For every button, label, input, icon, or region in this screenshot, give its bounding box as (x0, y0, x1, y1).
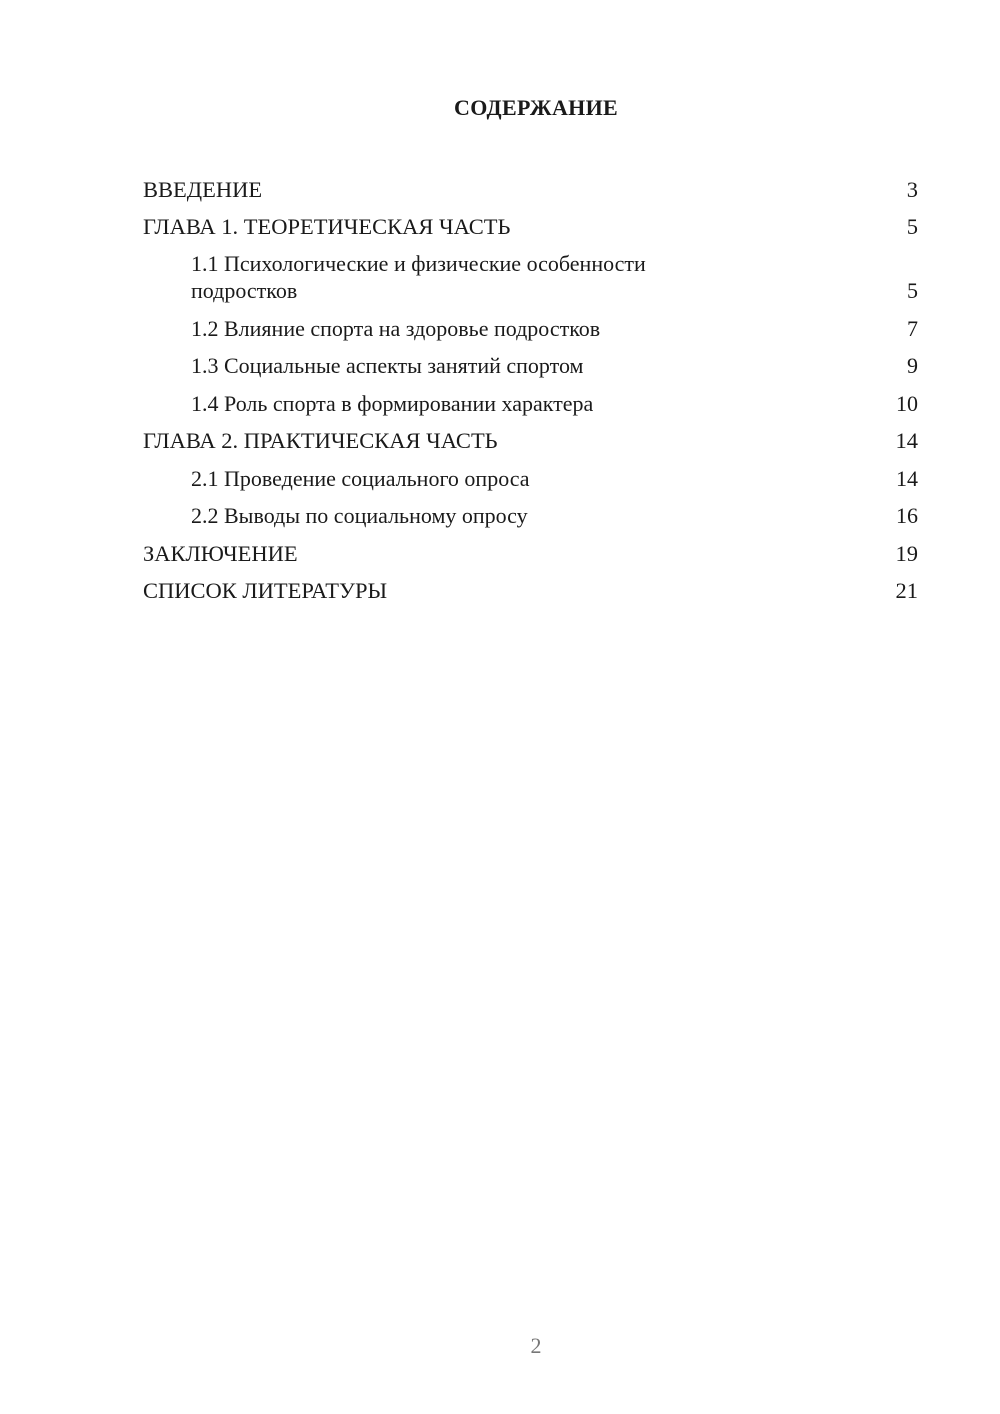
toc-entry-page: 14 (896, 465, 918, 491)
toc-entry-label: 1.3 Социальные аспекты занятий спортом (191, 353, 584, 378)
toc-entry-section-2-1[interactable] (143, 457, 918, 495)
toc-entry-conclusion[interactable] (143, 532, 918, 570)
toc-entry-label: ГЛАВА 2. ПРАКТИЧЕСКАЯ ЧАСТЬ (143, 428, 498, 453)
toc-entry-page: 19 (895, 540, 918, 566)
page-title: СОДЕРЖАНИЕ (454, 95, 618, 120)
toc-entry-introduction[interactable] (143, 168, 918, 206)
toc-entry-page: 21 (895, 578, 918, 603)
toc-entry-label: 1.1 Психологические и физические особенности подростков (191, 251, 646, 303)
toc-entry-label: 1.2 Влияние спорта на здоровье подростков (191, 315, 601, 341)
toc-entry-page: 3 (906, 176, 918, 202)
toc-entry-page: 7 (907, 315, 918, 341)
table-of-contents (143, 168, 918, 607)
toc-entry-references[interactable] (143, 570, 918, 608)
toc-entry-section-2-2[interactable] (143, 495, 918, 533)
toc-entry-page: 5 (907, 278, 918, 303)
toc-entry-page: 10 (896, 390, 918, 416)
page-number: 2 (530, 1333, 542, 1358)
toc-entry-page: 14 (895, 428, 918, 453)
toc-entry-label: 2.1 Проведение социального опроса (191, 465, 530, 491)
toc-entry-label: СПИСОК ЛИТЕРАТУРЫ (143, 578, 388, 603)
toc-entry-section-1-4[interactable] (143, 382, 918, 420)
toc-entry-section-1-3[interactable] (143, 345, 918, 383)
toc-entry-section-1-1[interactable] (143, 243, 918, 307)
toc-entry-label: 2.2 Выводы по социальному опросу (191, 503, 528, 528)
toc-entry-chapter-2[interactable] (143, 420, 918, 458)
toc-entry-section-1-2[interactable] (143, 307, 918, 345)
toc-entry-page: 16 (896, 503, 918, 528)
toc-entry-label: ГЛАВА 1. ТЕОРЕТИЧЕСКАЯ ЧАСТЬ (143, 214, 511, 239)
toc-entry-page: 9 (907, 353, 918, 378)
toc-entry-label: 1.4 Роль спорта в формировании характера (191, 390, 594, 416)
toc-entry-page: 5 (906, 214, 918, 239)
toc-entry-label: ЗАКЛЮЧЕНИЕ (143, 540, 298, 566)
toc-entry-label: ВВЕДЕНИЕ (143, 176, 263, 202)
toc-entry-chapter-1[interactable] (143, 206, 918, 244)
